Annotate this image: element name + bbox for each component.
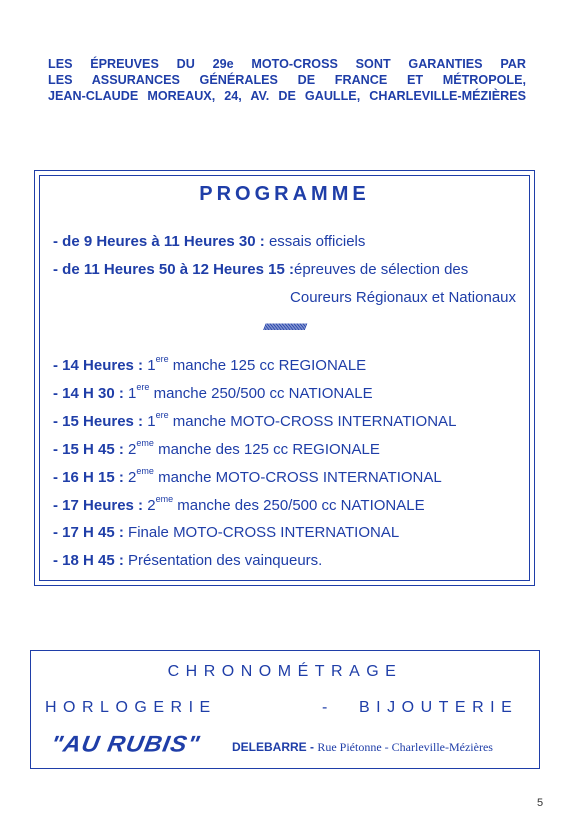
sponsor-name: DELEBARRE [232, 740, 307, 754]
insurance-line-3: JEAN-CLAUDE MOREAUX, 24, AV. DE GAULLE, CHARLEVILLE-MÉZIÈRES [48, 89, 526, 103]
programme-separator: //////////////////////////// [263, 322, 306, 332]
programme-item [53, 261, 468, 278]
insurance-notice [48, 56, 526, 104]
programme-time: - 16 H 15 : [53, 469, 124, 486]
sponsor-street: Rue Piétonne - Charleville-Mézières [317, 740, 493, 754]
page-number: 5 [537, 797, 544, 809]
chronometrage-box [30, 650, 540, 769]
programme-time: - 15 H 45 : [53, 441, 124, 458]
chronometrage-title: CHRONOMÉTRAGE [167, 663, 403, 680]
programme-item: - 16 H 15 : 2eme manche MOTO-CROSS INTERNATIONAL [53, 466, 442, 486]
programme-item: - 17 Heures : 2eme manche des 250/500 cc NATIONALE [53, 494, 425, 514]
programme-time: - de 9 Heures à 11 Heures 30 : [53, 233, 265, 250]
programme-time: - 17 H 45 : [53, 524, 124, 541]
programme-time: - 15 Heures : [53, 413, 144, 430]
programme-title: PROGRAMME [199, 183, 370, 205]
sponsor-address: DELEBARRE - Rue Piétonne - Charleville-Mézières [232, 740, 493, 754]
programme-time: - de 11 Heures 50 à 12 Heures 15 : [53, 261, 294, 278]
insurance-line-2: LES ASSURANCES GÉNÉRALES DE FRANCE ET MÉTROPOLE, [48, 73, 526, 87]
programme-item: - 15 H 45 : 2eme manche des 125 cc REGIONALE [53, 438, 380, 458]
programme-text: manche des 250/500 cc NATIONALE [173, 497, 425, 514]
programme-text: épreuves de sélection des [293, 261, 469, 278]
programme-item: - 14 Heures : 1ere manche 125 cc REGIONALE [53, 354, 367, 374]
programme-time: - 14 Heures : [53, 357, 144, 374]
programme-item: - 15 Heures : 1ere manche MOTO-CROSS INTERNATIONAL [53, 410, 457, 430]
programme-item: - 14 H 30 : 1ere manche 250/500 cc NATIONALE [53, 382, 373, 402]
programme-time: - 14 H 30 : [53, 385, 124, 402]
programme-item [53, 233, 365, 250]
programme-box [34, 170, 535, 586]
programme-time: - 18 H 45 : [53, 552, 124, 569]
bijouterie-label: BIJOUTERIE [359, 699, 519, 716]
insurance-line-1: LES ÉPREUVES DU 29e MOTO-CROSS SONT GARANTIES PAR [48, 57, 526, 71]
programme-text: manche MOTO-CROSS INTERNATIONAL [168, 413, 457, 430]
programme-text: essais officiels [264, 233, 366, 250]
horlogerie-label: HORLOGERIE [45, 699, 217, 716]
programme-text: manche 125 cc REGIONALE [168, 357, 367, 374]
programme-text: manche MOTO-CROSS INTERNATIONAL [153, 469, 442, 486]
programme-item [53, 552, 322, 569]
au-rubis-logo: "AU RUBIS" [48, 731, 203, 758]
programme-text: manche des 125 cc REGIONALE [153, 441, 380, 458]
programme-text: manche 250/500 cc NATIONALE [149, 385, 373, 402]
dash-separator: - [322, 699, 334, 716]
programme-time: - 17 Heures : [53, 497, 144, 514]
programme-text: Finale MOTO-CROSS INTERNATIONAL [123, 524, 400, 541]
programme-text: Présentation des vainqueurs. [123, 552, 323, 569]
programme-item [53, 524, 399, 541]
programme-continuation: Coureurs Régionaux et Nationaux [290, 289, 516, 306]
